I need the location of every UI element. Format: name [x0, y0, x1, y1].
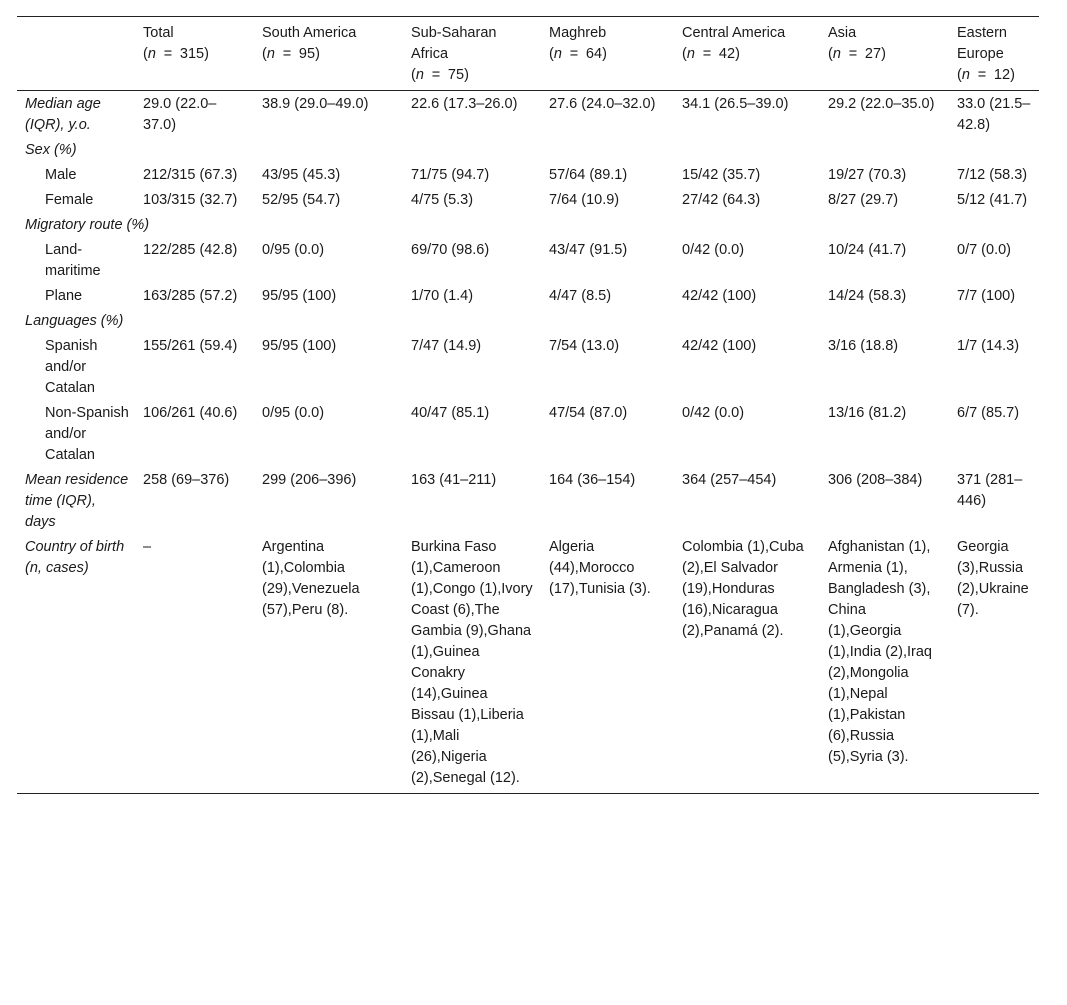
sample-size-value: 75: [447, 67, 465, 83]
sample-size-symbol: n: [415, 67, 424, 83]
table-row: [17, 238, 1039, 284]
row-label: Mean residence time (IQR), days: [25, 472, 129, 530]
table-cell: 27/42 (64.3): [682, 192, 761, 208]
column-header-label: South America: [262, 25, 357, 41]
equals-sign: =: [848, 46, 858, 62]
table-cell: 0/95 (0.0): [262, 242, 325, 258]
table-cell: Argentina (1),Colombia (29),Venezuela (57),Peru (8).: [262, 539, 360, 618]
table-cell: 42/42 (100): [682, 338, 757, 354]
table-cell: 7/7 (100): [957, 288, 1016, 304]
table-cell: 6/7 (85.7): [957, 405, 1020, 421]
header-corner-cell: [17, 17, 135, 91]
table-row: [17, 334, 1039, 401]
table-cell: 299 (206–396): [262, 472, 357, 488]
header-row: [17, 17, 1039, 91]
table-cell: Burkina Faso (1),Cameroon (1),Congo (1),Ivory Coast (6),The Gambia (9),Ghana (1),Guinea Conakry (14),Guinea Bissau (1),Liberia (1),Mali (26),Nigeria (2),Senegal (12).: [411, 539, 533, 786]
table-cell: 95/95 (100): [262, 338, 337, 354]
table-row: [17, 535, 1039, 794]
section-label: Sex (%): [25, 142, 77, 158]
equals-sign: =: [431, 67, 441, 83]
table-cell: 3/16 (18.8): [828, 338, 899, 354]
sample-size-symbol: n: [147, 46, 156, 62]
table-cell: 5/12 (41.7): [957, 192, 1028, 208]
table-cell: 29.2 (22.0–35.0): [828, 96, 935, 112]
table-row: [17, 401, 1039, 468]
table-cell: 7/64 (10.9): [549, 192, 620, 208]
column-header: South America (n = 95): [254, 17, 403, 91]
row-label: Land-maritime: [45, 242, 101, 279]
row-label: Female: [45, 192, 94, 208]
table-row: [17, 284, 1039, 309]
table-cell: 212/315 (67.3): [143, 167, 238, 183]
column-header-label: Central America: [682, 25, 786, 41]
table-cell: 0/42 (0.0): [682, 405, 745, 421]
column-header-label: Asia: [828, 25, 857, 41]
row-label: Male: [45, 167, 77, 183]
table-cell: Colombia (1),Cuba (2),El Salvador (19),Honduras (16),Nicaragua (2),Panamá (2).: [682, 539, 804, 639]
column-header: Maghreb (n = 64): [541, 17, 674, 91]
sample-size-symbol: n: [266, 46, 275, 62]
table-cell: 4/47 (8.5): [549, 288, 612, 304]
sample-size-value: 42: [718, 46, 736, 62]
row-label: Spanish and/or Catalan: [45, 338, 98, 396]
sample-size-value: 64: [585, 46, 603, 62]
table-cell: 163 (41–211): [411, 472, 497, 488]
table-cell: –: [143, 539, 152, 555]
row-label: Non-Spanish and/or Catalan: [45, 405, 129, 463]
sample-size-value: 27: [864, 46, 882, 62]
table-cell: 306 (208–384): [828, 472, 923, 488]
table-row: [17, 188, 1039, 213]
sample-size-symbol: n: [553, 46, 562, 62]
table-cell: 0/95 (0.0): [262, 405, 325, 421]
table-cell: 34.1 (26.5–39.0): [682, 96, 789, 112]
equals-sign: =: [163, 46, 173, 62]
row-label: Median age (IQR), y.o.: [25, 96, 101, 133]
table-cell: 1/7 (14.3): [957, 338, 1020, 354]
table-cell: 43/47 (91.5): [549, 242, 628, 258]
table-cell: 27.6 (24.0–32.0): [549, 96, 656, 112]
column-header-label: Eastern Europe: [957, 25, 1007, 62]
table-cell: 57/64 (89.1): [549, 167, 628, 183]
table-cell: 69/70 (98.6): [411, 242, 490, 258]
table-body: [17, 91, 1039, 794]
table-cell: 155/261 (59.4): [143, 338, 238, 354]
table-cell: 7/12 (58.3): [957, 167, 1028, 183]
column-header: Central America (n = 42): [674, 17, 820, 91]
section-row: [17, 213, 1039, 238]
table-cell: 22.6 (17.3–26.0): [411, 96, 518, 112]
column-header-label: Total: [143, 25, 174, 41]
table-cell: 38.9 (29.0–49.0): [262, 96, 369, 112]
section-label: Languages (%): [25, 313, 124, 329]
column-header: Asia (n = 27): [820, 17, 949, 91]
table-cell: 13/16 (81.2): [828, 405, 907, 421]
sample-size-symbol: n: [961, 67, 970, 83]
table-cell: 1/70 (1.4): [411, 288, 474, 304]
table-cell: 15/42 (35.7): [682, 167, 761, 183]
table-cell: 103/315 (32.7): [143, 192, 238, 208]
table-cell: 95/95 (100): [262, 288, 337, 304]
equals-sign: =: [977, 67, 987, 83]
demographics-table: [17, 16, 1039, 794]
table-cell: 8/27 (29.7): [828, 192, 899, 208]
table-cell: Afghanistan (1), Armenia (1), Bangladesh (3), China (1),Georgia (1),India (2),Iraq (2),Mongolia (1),Nepal (1),Pakistan (6),Russia (5),Syria (3).: [828, 539, 932, 765]
table-cell: 42/42 (100): [682, 288, 757, 304]
sample-size-value: 12: [993, 67, 1011, 83]
table-cell: 7/47 (14.9): [411, 338, 482, 354]
table-cell: 122/285 (42.8): [143, 242, 238, 258]
table-cell: 371 (281–446): [957, 472, 1023, 509]
column-header: Total (n = 315): [135, 17, 254, 91]
table-cell: Algeria (44),Morocco (17),Tunisia (3).: [549, 539, 651, 597]
table-cell: 7/54 (13.0): [549, 338, 620, 354]
table-cell: 71/75 (94.7): [411, 167, 490, 183]
table-cell: 43/95 (45.3): [262, 167, 341, 183]
column-header: Sub-Saharan Africa (n = 75): [403, 17, 541, 91]
sample-size-value: 315: [179, 46, 205, 62]
table-cell: 4/75 (5.3): [411, 192, 474, 208]
table-cell: 364 (257–454): [682, 472, 777, 488]
section-row: [17, 138, 1039, 163]
table-cell: 47/54 (87.0): [549, 405, 628, 421]
table-cell: 258 (69–376): [143, 472, 230, 488]
column-header-label: Maghreb: [549, 25, 607, 41]
table-row: [17, 91, 1039, 139]
row-label: Country of birth (n, cases): [25, 539, 125, 576]
table-cell: 106/261 (40.6): [143, 405, 238, 421]
table-row: [17, 163, 1039, 188]
table-cell: 33.0 (21.5–42.8): [957, 96, 1031, 133]
sample-size-symbol: n: [832, 46, 841, 62]
table-cell: 52/95 (54.7): [262, 192, 341, 208]
table-header: [17, 17, 1039, 91]
table-cell: 163/285 (57.2): [143, 288, 238, 304]
table-cell: Georgia (3),Russia (2),Ukraine (7).: [957, 539, 1029, 618]
section-row: [17, 309, 1039, 334]
table-row: [17, 468, 1039, 535]
sample-size-symbol: n: [686, 46, 695, 62]
table-cell: 40/47 (85.1): [411, 405, 490, 421]
table-cell: 0/42 (0.0): [682, 242, 745, 258]
table-cell: 29.0 (22.0–37.0): [143, 96, 217, 133]
table-cell: 0/7 (0.0): [957, 242, 1011, 258]
equals-sign: =: [569, 46, 579, 62]
table-cell: 19/27 (70.3): [828, 167, 907, 183]
row-label: Plane: [45, 288, 83, 304]
column-header-label: Sub-Saharan Africa: [411, 25, 497, 62]
equals-sign: =: [702, 46, 712, 62]
column-header: Eastern Europe (n = 12): [949, 17, 1039, 91]
table-cell: 164 (36–154): [549, 472, 636, 488]
sample-size-value: 95: [298, 46, 316, 62]
equals-sign: =: [282, 46, 292, 62]
table-cell: 14/24 (58.3): [828, 288, 907, 304]
section-label: Migratory route (%): [25, 217, 150, 233]
table-cell: 10/24 (41.7): [828, 242, 907, 258]
